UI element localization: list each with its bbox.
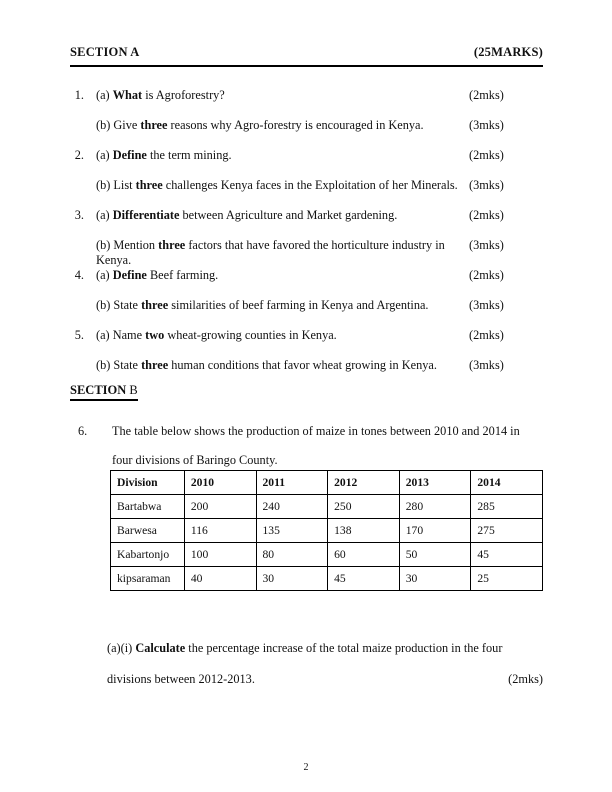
table-cell: 240	[256, 495, 328, 519]
question-marks: (2mks)	[469, 208, 504, 222]
section-a-title: SECTION A	[70, 45, 140, 59]
question-marks: (3mks)	[469, 358, 504, 372]
question-marks: (2mks)	[469, 88, 504, 102]
table-cell: Kabartonjo	[111, 543, 185, 567]
table-column-header: 2012	[328, 471, 400, 495]
question-marks: (3mks)	[469, 238, 504, 252]
question-number: 2.	[74, 148, 84, 162]
table-header	[111, 471, 543, 495]
section-a-total-marks: (25MARKS)	[473, 45, 543, 59]
table-cell: 285	[471, 495, 543, 519]
table-row	[111, 495, 543, 519]
table-cell: 275	[471, 519, 543, 543]
question-keyword: three	[135, 178, 163, 192]
table-row	[111, 567, 543, 591]
question-6	[78, 417, 543, 475]
table-cell: 250	[328, 495, 400, 519]
table-cell: 25	[471, 567, 543, 591]
question-6a-i-prefix: (a)(i)	[107, 641, 136, 655]
question-6a-i-line1	[107, 641, 543, 656]
question-body: wheat-growing counties in Kenya.	[164, 328, 337, 342]
question-number: 4.	[74, 268, 84, 282]
question-1-part-a	[70, 88, 543, 103]
question-text	[96, 88, 469, 103]
section-b-title-letter: B	[126, 383, 138, 397]
question-6a-i-marks: (2mks)	[508, 672, 543, 686]
table-body	[111, 495, 543, 591]
question-prefix: (a)	[96, 268, 113, 282]
question-6a-i-rest: the percentage increase of the total maize production in the four	[185, 641, 503, 655]
question-body: reasons why Agro-forestry is encouraged in Kenya.	[167, 118, 424, 132]
question-prefix: (a)	[96, 208, 113, 222]
question-keyword: three	[141, 298, 169, 312]
question-text	[96, 208, 469, 223]
question-marks: (2mks)	[469, 328, 504, 342]
question-marks: (3mks)	[469, 118, 504, 132]
question-text	[96, 328, 469, 343]
section-a-heading	[70, 45, 543, 67]
question-1-part-b	[70, 118, 543, 133]
question-keyword: Define	[112, 148, 147, 162]
page-number: 2	[303, 762, 309, 773]
table-row	[111, 543, 543, 567]
question-text	[96, 298, 469, 313]
question-prefix: (b) Give	[96, 118, 141, 132]
question-keyword: Differentiate	[112, 208, 180, 222]
question-text	[96, 268, 469, 283]
table-cell: 30	[256, 567, 328, 591]
question-text	[96, 118, 469, 133]
question-2-part-a	[70, 148, 543, 163]
table-cell: 280	[399, 495, 471, 519]
table-cell: Barwesa	[111, 519, 185, 543]
maize-production-table	[110, 470, 543, 591]
question-body: challenges Kenya faces in the Exploitation of her Minerals.	[162, 178, 458, 192]
question-prefix: (b) List	[96, 178, 136, 192]
question-marks: (3mks)	[469, 178, 504, 192]
question-body: Beef farming.	[146, 268, 219, 282]
question-6-number: 6.	[78, 424, 88, 438]
question-prefix: (b) Mention	[96, 238, 159, 252]
question-body: factors that have favored the horticulture industry in Kenya.	[96, 238, 445, 267]
table-column-header: 2011	[256, 471, 328, 495]
question-6a-i-line2	[107, 672, 543, 687]
table-header-row	[111, 471, 543, 495]
table-cell: 138	[328, 519, 400, 543]
question-6a-i-continuation: divisions between 2012-2013.	[107, 672, 255, 686]
question-keyword: three	[141, 358, 169, 372]
question-6-text: The table below shows the production of maize in tones between 2010 and 2014 in four divisions of Baringo County.	[112, 424, 520, 467]
question-body: between Agriculture and Market gardening.	[179, 208, 398, 222]
table-cell: 50	[399, 543, 471, 567]
question-prefix: (b) State	[96, 298, 142, 312]
question-5-part-a	[70, 328, 543, 343]
question-number: 1.	[74, 88, 84, 102]
table-cell: kipsaraman	[111, 567, 185, 591]
question-prefix: (b) State	[96, 358, 142, 372]
table-row	[111, 519, 543, 543]
table-column-header: 2014	[471, 471, 543, 495]
table-cell: 100	[184, 543, 256, 567]
table-cell: 30	[399, 567, 471, 591]
question-keyword: three	[140, 118, 168, 132]
question-prefix: (a) Name	[96, 328, 146, 342]
question-marks: (2mks)	[469, 148, 504, 162]
question-number: 5.	[74, 328, 84, 342]
table-cell: 116	[184, 519, 256, 543]
question-4-part-a	[70, 268, 543, 283]
question-3-part-a	[70, 208, 543, 223]
question-3-part-b	[70, 238, 543, 268]
question-keyword: three	[158, 238, 186, 252]
question-marks: (2mks)	[469, 268, 504, 282]
table-column-header: 2010	[184, 471, 256, 495]
table-cell: 200	[184, 495, 256, 519]
question-text	[96, 358, 469, 373]
question-4-part-b	[70, 298, 543, 313]
question-text	[96, 238, 469, 268]
question-body: is Agroforestry?	[142, 88, 225, 102]
table-cell: 60	[328, 543, 400, 567]
question-keyword: What	[112, 88, 143, 102]
table-cell: 80	[256, 543, 328, 567]
question-keyword: Define	[112, 268, 147, 282]
table-cell: 45	[328, 567, 400, 591]
question-text	[96, 178, 469, 193]
question-6a-i	[107, 641, 543, 687]
question-marks: (3mks)	[469, 298, 504, 312]
question-6a-i-keyword: Calculate	[135, 641, 186, 655]
section-b-title-bold: SECTION	[70, 383, 127, 397]
question-keyword: two	[145, 328, 165, 342]
question-text	[96, 148, 469, 163]
table-column-header: 2013	[399, 471, 471, 495]
table-cell: 40	[184, 567, 256, 591]
section-b-heading	[70, 383, 138, 401]
question-number: 3.	[74, 208, 84, 222]
question-prefix: (a)	[96, 148, 113, 162]
question-body: the term mining.	[146, 148, 232, 162]
table-cell: 135	[256, 519, 328, 543]
question-prefix: (a)	[96, 88, 113, 102]
question-2-part-b	[70, 178, 543, 193]
table-cell: 45	[471, 543, 543, 567]
table-cell: 170	[399, 519, 471, 543]
question-5-part-b	[70, 358, 543, 373]
question-body: similarities of beef farming in Kenya and Argentina.	[168, 298, 429, 312]
table-column-header: Division	[111, 471, 185, 495]
question-body: human conditions that favor wheat growing in Kenya.	[168, 358, 437, 372]
table-cell: Bartabwa	[111, 495, 185, 519]
